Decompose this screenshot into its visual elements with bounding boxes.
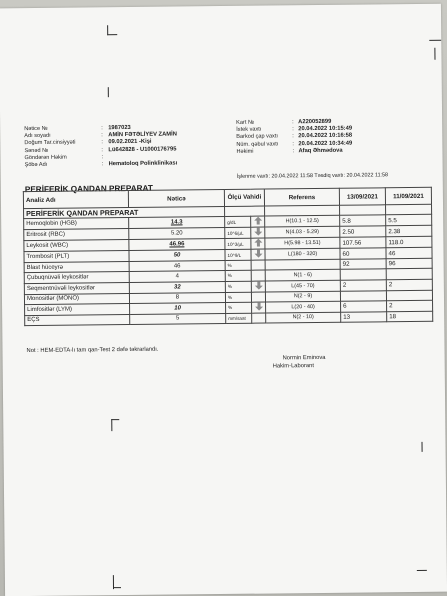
analysis-name: Leykosit (WBC): [24, 240, 129, 252]
crop-mark: [107, 25, 108, 35]
result-text: 14.3: [170, 219, 183, 226]
flag-cell: [252, 313, 266, 323]
col-header-ref: Referens: [264, 188, 339, 206]
patient-info-left: [24, 124, 234, 169]
info-label: Həkimi: [236, 148, 254, 155]
crop-mark: [434, 48, 435, 60]
info-colon: :: [292, 147, 295, 155]
table-subheader: PERİFERİK QANDAN PREPARAT: [24, 206, 225, 218]
info-colon: :: [101, 161, 104, 168]
info-row: [236, 147, 436, 156]
section-title: PERİFERİK QANDAN PREPARAT: [24, 183, 153, 195]
info-value: AMİN FƏTƏLİYEV ZAMİN: [108, 131, 177, 139]
unit: mm/saat: [226, 313, 252, 323]
info-value: Lü642828 - U1000176795: [108, 146, 177, 153]
arrow-down-icon: [255, 302, 263, 310]
empty-cell: [225, 206, 265, 217]
unit: %: [225, 260, 251, 270]
crop-mark: [111, 419, 112, 431]
history-value-1: [340, 269, 386, 280]
unit: %: [225, 271, 251, 281]
crop-mark: [113, 587, 121, 588]
analysis-name: Blast hüceyrə: [24, 262, 129, 273]
result-text: 46.96: [169, 241, 185, 248]
crop-mark: [111, 419, 119, 420]
info-colon: :: [101, 139, 103, 146]
crop-mark: [421, 442, 422, 452]
history-value-1: 5.8: [340, 215, 386, 226]
result-text: 32: [173, 284, 181, 291]
crop-mark: [108, 87, 109, 97]
history-value-1: 6: [341, 301, 387, 312]
result-text: 5: [175, 315, 180, 322]
info-colon: :: [292, 126, 294, 133]
reference-range: H(5.98 - 13.51): [265, 237, 340, 249]
analysis-name: Hemoqlobin (HGB): [24, 218, 129, 230]
history-value-2: [386, 269, 432, 280]
info-colon: :: [101, 146, 104, 153]
results-table: [23, 187, 433, 326]
info-value: 20.04.2022 10:16:58: [298, 133, 353, 140]
history-value-2: 2: [386, 279, 432, 290]
info-label: Nətice №: [24, 125, 48, 133]
reference-range: N(1 - 6): [265, 270, 340, 281]
info-value: 1987023: [108, 124, 131, 132]
empty-cell: [386, 204, 432, 215]
info-value: Afaq Əhmədova: [298, 147, 343, 154]
result-text: 4: [175, 273, 179, 280]
flag-cell: [252, 302, 266, 313]
analysis-name: Limfositlər (LYM): [25, 303, 130, 315]
history-value-1: 60: [340, 248, 386, 259]
info-label: Adı soyadı: [24, 132, 51, 140]
history-value-2: 46: [386, 247, 432, 258]
info-colon: :: [292, 133, 294, 140]
flag-cell: [251, 227, 265, 238]
history-value-1: 13: [341, 312, 387, 323]
info-colon: :: [101, 132, 103, 139]
info-value: 20.04.2022 10:34:49: [298, 140, 353, 147]
patient-info-right: [236, 118, 436, 156]
info-label: Doğum Tar.cinsiyyəti: [24, 139, 76, 147]
history-value-2: 96: [386, 258, 432, 269]
reference-range: N(2 - 10): [266, 312, 341, 323]
info-row: [25, 160, 235, 169]
flag-cell: [251, 270, 265, 280]
history-value-1: [340, 290, 386, 301]
result-text: 10: [174, 305, 181, 312]
arrow-up-icon: [254, 217, 262, 225]
history-value-2: 2.38: [386, 225, 432, 236]
unit: %: [225, 292, 251, 302]
analysis-name: Eritrosit (RBC): [24, 229, 129, 241]
history-value-1: 107.56: [340, 237, 386, 248]
arrow-down-icon: [254, 250, 262, 258]
analysis-name: Çubuqnüvəli leykositlər: [24, 272, 129, 283]
unit: 10^9/L: [225, 249, 251, 260]
history-value-1: 92: [340, 259, 386, 270]
flag-cell: [251, 249, 265, 260]
info-label: Kart №: [236, 119, 255, 126]
analysis-name: Seqmentnüvəli leykositlər: [24, 282, 129, 294]
crop-mark: [429, 40, 441, 41]
arrow-down-icon: [254, 228, 262, 236]
history-value-1: 2.50: [340, 226, 386, 237]
analysis-name: Monositlər (MONO): [24, 293, 129, 304]
history-value-2: 18: [387, 311, 433, 322]
flag-cell: [251, 238, 265, 249]
result-value: [130, 313, 226, 324]
reference-range: N(4.03 - 5.29): [265, 226, 340, 238]
result-text: 5.20: [170, 230, 183, 237]
unit: %: [226, 302, 252, 313]
analysis-name: Trombosit (PLT): [24, 251, 129, 263]
col-header-name: Analiz Adı: [23, 190, 128, 208]
info-colon: :: [101, 153, 104, 161]
unit: 10^6/µL: [225, 227, 251, 238]
info-label: Göndərən Həkim: [24, 154, 67, 161]
history-value-2: 2: [387, 300, 433, 311]
flag-cell: [251, 292, 265, 302]
col-header-unit: Ölçü Vahidi: [224, 189, 264, 206]
info-colon: :: [292, 140, 294, 147]
reference-range: L(20 - 40): [266, 301, 341, 313]
flag-cell: [251, 260, 265, 270]
reference-range: N(2 - 9): [265, 291, 340, 302]
history-value-2: [386, 290, 432, 301]
col-header-history-2: 11/09/2021: [385, 187, 431, 204]
result-text: 8: [175, 294, 180, 301]
info-value: Hematoloq Polinklinikası: [108, 160, 178, 168]
arrow-down-icon: [254, 281, 262, 289]
history-value-2: 118.0: [386, 236, 432, 247]
crop-mark: [107, 34, 117, 35]
flag-cell: [251, 281, 265, 292]
info-colon: :: [292, 119, 294, 126]
signature-name: Normin Eminova: [282, 354, 326, 362]
note-text: Not : HEM-EDTA-lı tam qan-Test 2 dəfə təkrarlandı.: [26, 346, 159, 355]
arrow-up-icon: [254, 239, 262, 247]
crop-mark: [417, 570, 427, 571]
processing-times: İşlenme vaxtı: 20.04.2022 11:58 Təsdiq vaxtı: 20.04.2022 11:58: [236, 172, 389, 180]
unit: g/dL: [225, 216, 251, 227]
reference-range: L(45 - 70): [265, 280, 340, 292]
reference-range: L(180 - 320): [265, 248, 340, 260]
unit: 10^3/µL: [225, 238, 251, 249]
info-label: Şöbə Adı: [24, 161, 48, 169]
info-label: İstek vaxtı: [236, 126, 262, 134]
analysis-name: EÇS: [25, 314, 130, 325]
lab-report-sheet: [0, 4, 447, 596]
info-label: Barkod çap vaxtı: [236, 133, 278, 141]
info-label: Sənəd №: [24, 147, 49, 154]
col-header-result: Nəticə: [128, 189, 224, 207]
flag-cell: [251, 216, 265, 227]
info-value: A220052899: [298, 118, 332, 126]
info-label: Nüm. qəbul vaxtı: [236, 140, 279, 148]
info-value: 20.04.2022 10:15:49: [298, 125, 353, 133]
empty-cell: [340, 205, 386, 216]
unit: %: [225, 281, 251, 292]
history-value-1: 2: [340, 279, 386, 290]
signature-role: Hakim-Laborant: [272, 363, 314, 370]
result-text: 46: [173, 263, 181, 270]
reference-range: H(10.1 - 12.5): [265, 215, 340, 227]
info-colon: :: [101, 125, 103, 132]
result-text: 50: [173, 252, 181, 259]
col-header-history-1: 13/09/2021: [339, 188, 385, 205]
info-value: 09.02.2021 -Kişi: [108, 139, 152, 146]
history-value-2: 5.5: [386, 214, 432, 225]
